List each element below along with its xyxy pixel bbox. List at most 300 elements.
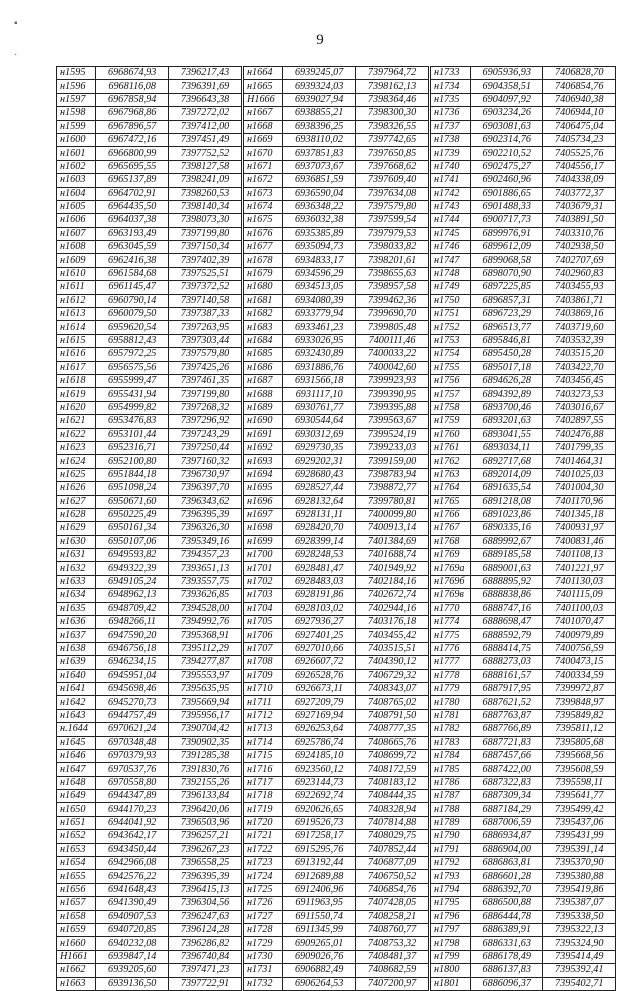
- x-coordinate-cell: 6949105,24: [96, 575, 169, 588]
- point-number-cell: н1746: [431, 241, 471, 254]
- x-coordinate-cell: 6904358,51: [470, 80, 543, 93]
- point-number-cell: н1756: [431, 374, 471, 387]
- table-row: [244, 267, 429, 280]
- table-row: [244, 843, 429, 856]
- x-coordinate-cell: 6923144,73: [283, 776, 356, 789]
- y-coordinate-cell: 7396124,28: [169, 924, 242, 937]
- table-row: [57, 642, 242, 655]
- y-coordinate-cell: 7399972,87: [543, 682, 616, 695]
- y-coordinate-cell: 7398260,53: [169, 187, 242, 200]
- y-coordinate-cell: 7397668,62: [356, 160, 429, 173]
- table-row: [431, 67, 616, 80]
- y-coordinate-cell: 7403176,18: [356, 616, 429, 629]
- point-number-cell: н1659: [57, 924, 96, 937]
- y-coordinate-cell: 7403310,76: [543, 227, 616, 240]
- table-row: [244, 160, 429, 173]
- y-coordinate-cell: 7406828,70: [543, 67, 616, 80]
- table-row: [244, 308, 429, 321]
- table-row: [57, 589, 242, 602]
- table-row: [431, 80, 616, 93]
- point-number-cell: н1801: [431, 977, 471, 990]
- point-number-cell: н1658: [57, 910, 96, 923]
- point-number-cell: н1640: [57, 669, 96, 682]
- point-number-cell: н1660: [57, 937, 96, 950]
- y-coordinate-cell: 7408328,94: [356, 803, 429, 816]
- x-coordinate-cell: 6893034,11: [470, 441, 543, 454]
- table-row: [244, 174, 429, 187]
- y-coordinate-cell: 7398655,63: [356, 267, 429, 280]
- point-number-cell: н1762: [431, 455, 471, 468]
- x-coordinate-cell: 6934833,17: [283, 254, 356, 267]
- x-coordinate-cell: 6922692,74: [283, 790, 356, 803]
- x-coordinate-cell: 6936348,22: [283, 200, 356, 213]
- x-coordinate-cell: 6909026,76: [283, 950, 356, 963]
- x-coordinate-cell: 6926607,72: [283, 656, 356, 669]
- y-coordinate-cell: 7397272,02: [169, 107, 242, 120]
- y-coordinate-cell: 7395669,94: [169, 696, 242, 709]
- point-number-cell: н1649: [57, 790, 96, 803]
- point-number-cell: н1718: [244, 790, 283, 803]
- point-number-cell: н1747: [431, 254, 471, 267]
- point-number-cell: н1713: [244, 723, 283, 736]
- point-number-cell: н1722: [244, 843, 283, 856]
- x-coordinate-cell: 6888838,86: [470, 589, 543, 602]
- x-coordinate-cell: 6939205,60: [96, 964, 169, 977]
- y-coordinate-cell: 7404390,12: [356, 656, 429, 669]
- x-coordinate-cell: 6887422,00: [470, 763, 543, 776]
- table-row: [244, 227, 429, 240]
- y-coordinate-cell: 7393651,13: [169, 562, 242, 575]
- point-number-cell: н1707: [244, 642, 283, 655]
- x-coordinate-cell: 6936851,59: [283, 174, 356, 187]
- y-coordinate-cell: 7394357,23: [169, 549, 242, 562]
- table-row: [431, 669, 616, 682]
- y-coordinate-cell: 7395414,49: [543, 950, 616, 963]
- y-coordinate-cell: 7408760,77: [356, 924, 429, 937]
- x-coordinate-cell: 6970348,48: [96, 736, 169, 749]
- x-coordinate-cell: 6889185,58: [470, 549, 543, 562]
- table-row: [57, 120, 242, 133]
- table-row: [57, 575, 242, 588]
- y-coordinate-cell: 7398364,46: [356, 93, 429, 106]
- y-coordinate-cell: 7397199,80: [169, 227, 242, 240]
- point-number-cell: н1696: [244, 495, 283, 508]
- y-coordinate-cell: 7397372,52: [169, 281, 242, 294]
- table-row: [431, 214, 616, 227]
- x-coordinate-cell: 6962416,38: [96, 254, 169, 267]
- x-coordinate-cell: 6889992,67: [470, 535, 543, 548]
- x-coordinate-cell: 6967858,94: [96, 93, 169, 106]
- y-coordinate-cell: 7395324,90: [543, 937, 616, 950]
- x-coordinate-cell: 6960079,50: [96, 308, 169, 321]
- table-row: [57, 294, 242, 307]
- x-coordinate-cell: 6949593,82: [96, 549, 169, 562]
- y-coordinate-cell: 7402944,16: [356, 602, 429, 615]
- y-coordinate-cell: 7396558,25: [169, 857, 242, 870]
- y-coordinate-cell: 7403016,67: [543, 401, 616, 414]
- table-row: [244, 415, 429, 428]
- point-number-cell: н1672: [244, 174, 283, 187]
- point-number-cell: н1768: [431, 535, 471, 548]
- x-coordinate-cell: 6917258,17: [283, 830, 356, 843]
- point-number-cell: н1634: [57, 589, 96, 602]
- y-coordinate-cell: 7401025,03: [543, 468, 616, 481]
- table-row: [431, 348, 616, 361]
- point-number-cell: н1752: [431, 321, 471, 334]
- y-coordinate-cell: 7408029,75: [356, 830, 429, 843]
- table-row: [57, 857, 242, 870]
- x-coordinate-cell: 6927936,27: [283, 616, 356, 629]
- point-number-cell: н1791: [431, 843, 471, 856]
- x-coordinate-cell: 6928132,64: [283, 495, 356, 508]
- point-number-cell: н1748: [431, 267, 471, 280]
- point-number-cell: н1700: [244, 549, 283, 562]
- point-number-cell: н1777: [431, 656, 471, 669]
- x-coordinate-cell: 6912406,96: [283, 883, 356, 896]
- y-coordinate-cell: 7395392,41: [543, 964, 616, 977]
- y-coordinate-cell: 7401108,13: [543, 549, 616, 562]
- y-coordinate-cell: 7395402,71: [543, 977, 616, 990]
- y-coordinate-cell: 7396415,13: [169, 883, 242, 896]
- x-coordinate-cell: 6898070,90: [470, 267, 543, 280]
- table-row: [244, 924, 429, 937]
- y-coordinate-cell: 7395391,14: [543, 843, 616, 856]
- point-number-cell: н1698: [244, 522, 283, 535]
- point-number-cell: н1629: [57, 522, 96, 535]
- x-coordinate-cell: 6970379,93: [96, 749, 169, 762]
- y-coordinate-cell: 7395387,07: [543, 897, 616, 910]
- x-coordinate-cell: 6906882,49: [283, 964, 356, 977]
- y-coordinate-cell: 7400042,60: [356, 361, 429, 374]
- table-row: [57, 682, 242, 695]
- y-coordinate-cell: 7395338,50: [543, 910, 616, 923]
- x-coordinate-cell: 6939847,14: [96, 950, 169, 963]
- x-coordinate-cell: 6888592,79: [470, 629, 543, 642]
- y-coordinate-cell: 7403532,39: [543, 334, 616, 347]
- point-number-cell: н1738: [431, 133, 471, 146]
- point-number-cell: н1643: [57, 709, 96, 722]
- point-number-cell: н1784: [431, 749, 471, 762]
- x-coordinate-cell: 6887457,66: [470, 749, 543, 762]
- table-row: [244, 883, 429, 896]
- y-coordinate-cell: 7396286,82: [169, 937, 242, 950]
- point-number-cell: н1725: [244, 883, 283, 896]
- point-number-cell: н1636: [57, 616, 96, 629]
- x-coordinate-cell: 6896723,29: [470, 308, 543, 321]
- x-coordinate-cell: 6950671,60: [96, 495, 169, 508]
- table-row: [244, 80, 429, 93]
- point-number-cell: н1741: [431, 174, 471, 187]
- table-row: [431, 897, 616, 910]
- x-coordinate-cell: 6911345,99: [283, 924, 356, 937]
- y-coordinate-cell: 7397525,51: [169, 267, 242, 280]
- x-coordinate-cell: 6948709,42: [96, 602, 169, 615]
- y-coordinate-cell: 7395419,86: [543, 883, 616, 896]
- x-coordinate-cell: 6897225,85: [470, 281, 543, 294]
- table-row: [244, 776, 429, 789]
- table-row: [431, 107, 616, 120]
- table-row: [431, 937, 616, 950]
- table-row: [57, 977, 242, 990]
- y-coordinate-cell: 7408183,12: [356, 776, 429, 789]
- table-row: [57, 937, 242, 950]
- x-coordinate-cell: 6944041,92: [96, 816, 169, 829]
- y-coordinate-cell: 7396133,84: [169, 790, 242, 803]
- point-number-cell: н1721: [244, 830, 283, 843]
- point-number-cell: н1702: [244, 575, 283, 588]
- table-row: [57, 267, 242, 280]
- y-coordinate-cell: 7403455,42: [356, 629, 429, 642]
- x-coordinate-cell: 6944170,23: [96, 803, 169, 816]
- y-coordinate-cell: 7397140,58: [169, 294, 242, 307]
- point-number-cell: н1616: [57, 348, 96, 361]
- x-coordinate-cell: 6902314,76: [470, 133, 543, 146]
- point-number-cell: н1625: [57, 468, 96, 481]
- table-row: [431, 910, 616, 923]
- y-coordinate-cell: 7397599,54: [356, 214, 429, 227]
- y-coordinate-cell: 7397296,92: [169, 415, 242, 428]
- table-row: [57, 80, 242, 93]
- x-coordinate-cell: 6952316,71: [96, 441, 169, 454]
- table-row: [431, 709, 616, 722]
- table-row: [431, 267, 616, 280]
- x-coordinate-cell: 6940907,53: [96, 910, 169, 923]
- point-number-cell: н1788: [431, 803, 471, 816]
- point-number-cell: н1645: [57, 736, 96, 749]
- y-coordinate-cell: 7400099,80: [356, 508, 429, 521]
- x-coordinate-cell: 6952100,80: [96, 455, 169, 468]
- x-coordinate-cell: 6964435,50: [96, 200, 169, 213]
- point-number-cell: н1597: [57, 93, 96, 106]
- x-coordinate-cell: 6934513,05: [283, 281, 356, 294]
- table-row: [431, 562, 616, 575]
- point-number-cell: н1612: [57, 294, 96, 307]
- y-coordinate-cell: 7403456,45: [543, 374, 616, 387]
- table-row: [57, 281, 242, 294]
- table-row: [244, 428, 429, 441]
- y-coordinate-cell: 7396391,69: [169, 80, 242, 93]
- table-row: [57, 147, 242, 160]
- x-coordinate-cell: 6903234,26: [470, 107, 543, 120]
- point-number-cell: н1675: [244, 214, 283, 227]
- table-row: [57, 107, 242, 120]
- table-row: [57, 187, 242, 200]
- table-row: [57, 227, 242, 240]
- y-coordinate-cell: 7402184,16: [356, 575, 429, 588]
- y-coordinate-cell: 7398201,61: [356, 254, 429, 267]
- y-coordinate-cell: 7408444,35: [356, 790, 429, 803]
- y-coordinate-cell: 7404338,09: [543, 174, 616, 187]
- table-row: [244, 910, 429, 923]
- table-row: [431, 308, 616, 321]
- point-number-cell: н1669: [244, 133, 283, 146]
- x-coordinate-cell: 6935094,73: [283, 241, 356, 254]
- y-coordinate-cell: 7395805,68: [543, 736, 616, 749]
- y-coordinate-cell: 7396395,39: [169, 508, 242, 521]
- x-coordinate-cell: 6932430,89: [283, 348, 356, 361]
- point-number-cell: н1714: [244, 736, 283, 749]
- y-coordinate-cell: 7401130,03: [543, 575, 616, 588]
- table-row: [244, 763, 429, 776]
- x-coordinate-cell: 6928399,14: [283, 535, 356, 548]
- table-row: [244, 616, 429, 629]
- y-coordinate-cell: 7408791,50: [356, 709, 429, 722]
- x-coordinate-cell: 6948962,13: [96, 589, 169, 602]
- table-row: [244, 214, 429, 227]
- point-number-cell: н1686: [244, 361, 283, 374]
- table-row: [431, 522, 616, 535]
- y-coordinate-cell: 7406475,04: [543, 120, 616, 133]
- point-number-cell: н1697: [244, 508, 283, 521]
- scan-mark: ·: [14, 50, 18, 61]
- y-coordinate-cell: 7398073,30: [169, 214, 242, 227]
- y-coordinate-cell: 7408682,59: [356, 964, 429, 977]
- x-coordinate-cell: 6928103,02: [283, 602, 356, 615]
- point-number-cell: н1712: [244, 709, 283, 722]
- point-number-cell: н1657: [57, 897, 96, 910]
- y-coordinate-cell: 7397461,35: [169, 374, 242, 387]
- point-number-cell: н1668: [244, 120, 283, 133]
- table-row: [57, 495, 242, 508]
- point-number-cell: н1687: [244, 374, 283, 387]
- table-row: [57, 522, 242, 535]
- x-coordinate-cell: 6886500,88: [470, 897, 543, 910]
- x-coordinate-cell: 6963045,59: [96, 241, 169, 254]
- point-number-cell: н1676: [244, 227, 283, 240]
- point-number-cell: н1731: [244, 964, 283, 977]
- y-coordinate-cell: 7408172,59: [356, 763, 429, 776]
- y-coordinate-cell: 7404556,17: [543, 160, 616, 173]
- table-row: [244, 107, 429, 120]
- x-coordinate-cell: 6919526,73: [283, 816, 356, 829]
- table-row: [244, 682, 429, 695]
- y-coordinate-cell: 7394277,87: [169, 656, 242, 669]
- table-row: [431, 147, 616, 160]
- table-row: [431, 857, 616, 870]
- table-row: [244, 482, 429, 495]
- table-row: [431, 776, 616, 789]
- point-number-cell: н1759: [431, 415, 471, 428]
- table-row: [431, 549, 616, 562]
- x-coordinate-cell: 6927209,79: [283, 696, 356, 709]
- y-coordinate-cell: 7398140,34: [169, 200, 242, 213]
- point-number-cell: н1653: [57, 843, 96, 856]
- point-number-cell: н1602: [57, 160, 96, 173]
- point-number-cell: н1719: [244, 803, 283, 816]
- x-coordinate-cell: 6895017,18: [470, 361, 543, 374]
- y-coordinate-cell: 7401004,30: [543, 482, 616, 495]
- x-coordinate-cell: 6961584,68: [96, 267, 169, 280]
- x-coordinate-cell: 6942576,22: [96, 870, 169, 883]
- table-row: [57, 455, 242, 468]
- point-number-cell: н1769в: [431, 589, 471, 602]
- y-coordinate-cell: 7396304,56: [169, 897, 242, 910]
- x-coordinate-cell: 6931117,10: [283, 388, 356, 401]
- y-coordinate-cell: 7401170,96: [543, 495, 616, 508]
- point-number-cell: н1724: [244, 870, 283, 883]
- point-number-cell: н1664: [244, 67, 283, 80]
- y-coordinate-cell: 7403515,20: [543, 348, 616, 361]
- table-row: [57, 763, 242, 776]
- y-coordinate-cell: 7398872,77: [356, 482, 429, 495]
- x-coordinate-cell: 6968116,08: [96, 80, 169, 93]
- table-row: [244, 120, 429, 133]
- point-number-cell: н1651: [57, 816, 96, 829]
- y-coordinate-cell: 7408258,21: [356, 910, 429, 923]
- x-coordinate-cell: 6928527,44: [283, 482, 356, 495]
- y-coordinate-cell: 7400111,46: [356, 334, 429, 347]
- x-coordinate-cell: 6928248,53: [283, 549, 356, 562]
- point-number-cell: н1736: [431, 107, 471, 120]
- y-coordinate-cell: 7400334,59: [543, 669, 616, 682]
- table-row: [244, 147, 429, 160]
- point-number-cell: н1763: [431, 468, 471, 481]
- x-coordinate-cell: 6963193,49: [96, 227, 169, 240]
- x-coordinate-cell: 6923560,12: [283, 763, 356, 776]
- point-number-cell: н1606: [57, 214, 96, 227]
- x-coordinate-cell: 6953101,44: [96, 428, 169, 441]
- table-row: [431, 174, 616, 187]
- table-row: [431, 388, 616, 401]
- table-row: [244, 388, 429, 401]
- y-coordinate-cell: 7397268,32: [169, 401, 242, 414]
- x-coordinate-cell: 6951098,24: [96, 482, 169, 495]
- y-coordinate-cell: 7403273,53: [543, 388, 616, 401]
- y-coordinate-cell: 7391285,38: [169, 749, 242, 762]
- x-coordinate-cell: 6964702,91: [96, 187, 169, 200]
- y-coordinate-cell: 7401115,09: [543, 589, 616, 602]
- x-coordinate-cell: 6892717,68: [470, 455, 543, 468]
- table-row: [431, 508, 616, 521]
- point-number-cell: н1708: [244, 656, 283, 669]
- x-coordinate-cell: 6886934,87: [470, 830, 543, 843]
- x-coordinate-cell: 6904097,92: [470, 93, 543, 106]
- x-coordinate-cell: 6938396,25: [283, 120, 356, 133]
- table-row: [57, 374, 242, 387]
- y-coordinate-cell: 7397634,08: [356, 187, 429, 200]
- y-coordinate-cell: 7395553,97: [169, 669, 242, 682]
- x-coordinate-cell: 6929202,31: [283, 455, 356, 468]
- point-number-cell: н1603: [57, 174, 96, 187]
- point-number-cell: н1641: [57, 682, 96, 695]
- y-coordinate-cell: 7397160,32: [169, 455, 242, 468]
- x-coordinate-cell: 6944347,89: [96, 790, 169, 803]
- point-number-cell: н1600: [57, 133, 96, 146]
- x-coordinate-cell: 6970558,80: [96, 776, 169, 789]
- table-row: [57, 803, 242, 816]
- point-number-cell: н1631: [57, 549, 96, 562]
- y-coordinate-cell: 7401799,35: [543, 441, 616, 454]
- point-number-cell: н1652: [57, 830, 96, 843]
- table-row: [244, 294, 429, 307]
- y-coordinate-cell: 7395437,06: [543, 816, 616, 829]
- x-coordinate-cell: 6888414,75: [470, 642, 543, 655]
- y-coordinate-cell: 7400913,14: [356, 522, 429, 535]
- x-coordinate-cell: 6911963,95: [283, 897, 356, 910]
- table-row: [57, 709, 242, 722]
- point-number-cell: н1776: [431, 642, 471, 655]
- x-coordinate-cell: 6931566,18: [283, 374, 356, 387]
- x-coordinate-cell: 6934596,29: [283, 267, 356, 280]
- table-row: [431, 535, 616, 548]
- point-number-cell: н1656: [57, 883, 96, 896]
- table-row: [431, 495, 616, 508]
- table-row: [57, 388, 242, 401]
- table-row: [57, 776, 242, 789]
- table-row: [431, 93, 616, 106]
- point-number-cell: н1648: [57, 776, 96, 789]
- x-coordinate-cell: 6961145,47: [96, 281, 169, 294]
